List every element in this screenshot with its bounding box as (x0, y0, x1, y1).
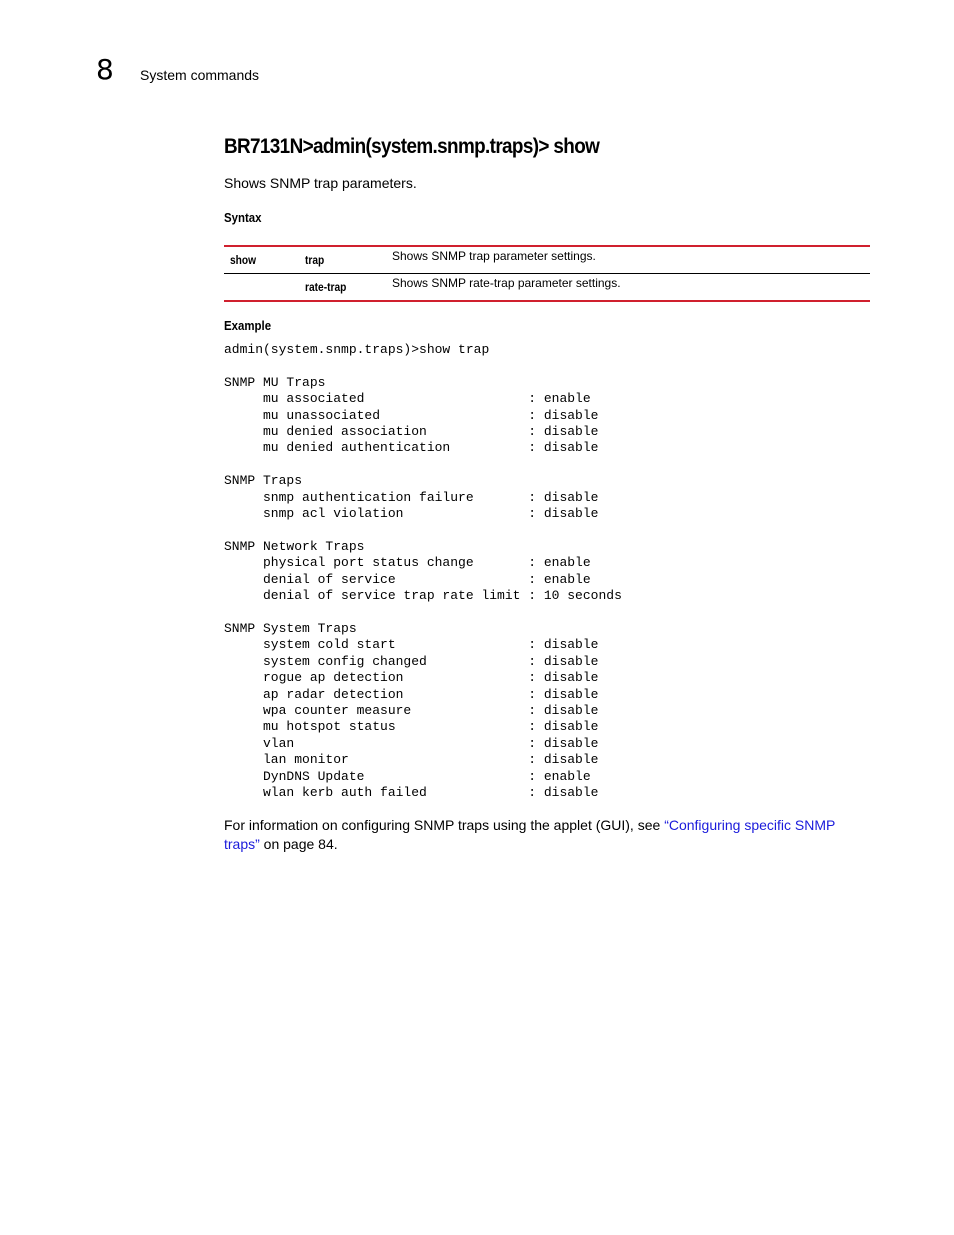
syntax-argument: rate-trap (305, 280, 347, 294)
intro-text: Shows SNMP trap parameters. (224, 175, 417, 191)
cross-reference-page: on page 84. (259, 836, 338, 852)
syntax-argument: trap (305, 253, 325, 267)
syntax-description: Shows SNMP rate-trap parameter settings. (392, 276, 621, 290)
syntax-description: Shows SNMP trap parameter settings. (392, 249, 596, 263)
chapter-title: System commands (140, 67, 260, 83)
command-heading: BR7131N>admin(system.snmp.traps)> show (224, 135, 600, 158)
example-code-block: admin(system.snmp.traps)>show trap SNMP MU Traps mu associated : enable mu unassociated : disable mu denied association : disable mu denied authentication : disable SNMP Traps snmp authentication failure : disable snmp acl violation : disable SNMP Network Traps physical port status change : enable denial of service : enable denial of service trap rate limit : 10 seconds SNMP System Traps system cold start : disable system config changed : disable rogue ap detection : disable ap radar detection : disable wpa counter measure : disable mu hotspot status : disable vlan : disable lan monitor : disable DynDNS Update : enable wlan kerb auth failed : disable (224, 342, 622, 800)
syntax-table (224, 245, 870, 302)
cross-reference-paragraph (224, 816, 874, 854)
chapter-number: 8 (96, 53, 114, 86)
syntax-heading: Syntax (224, 210, 262, 225)
syntax-command: show (230, 253, 257, 267)
cross-reference-text: For information on configuring SNMP traps using the applet (GUI), see (224, 817, 665, 833)
example-heading: Example (224, 318, 272, 333)
syntax-row (224, 246, 870, 274)
cross-reference-link[interactable]: “Configuring specific SNMP traps” (224, 817, 836, 852)
syntax-row (224, 274, 870, 302)
